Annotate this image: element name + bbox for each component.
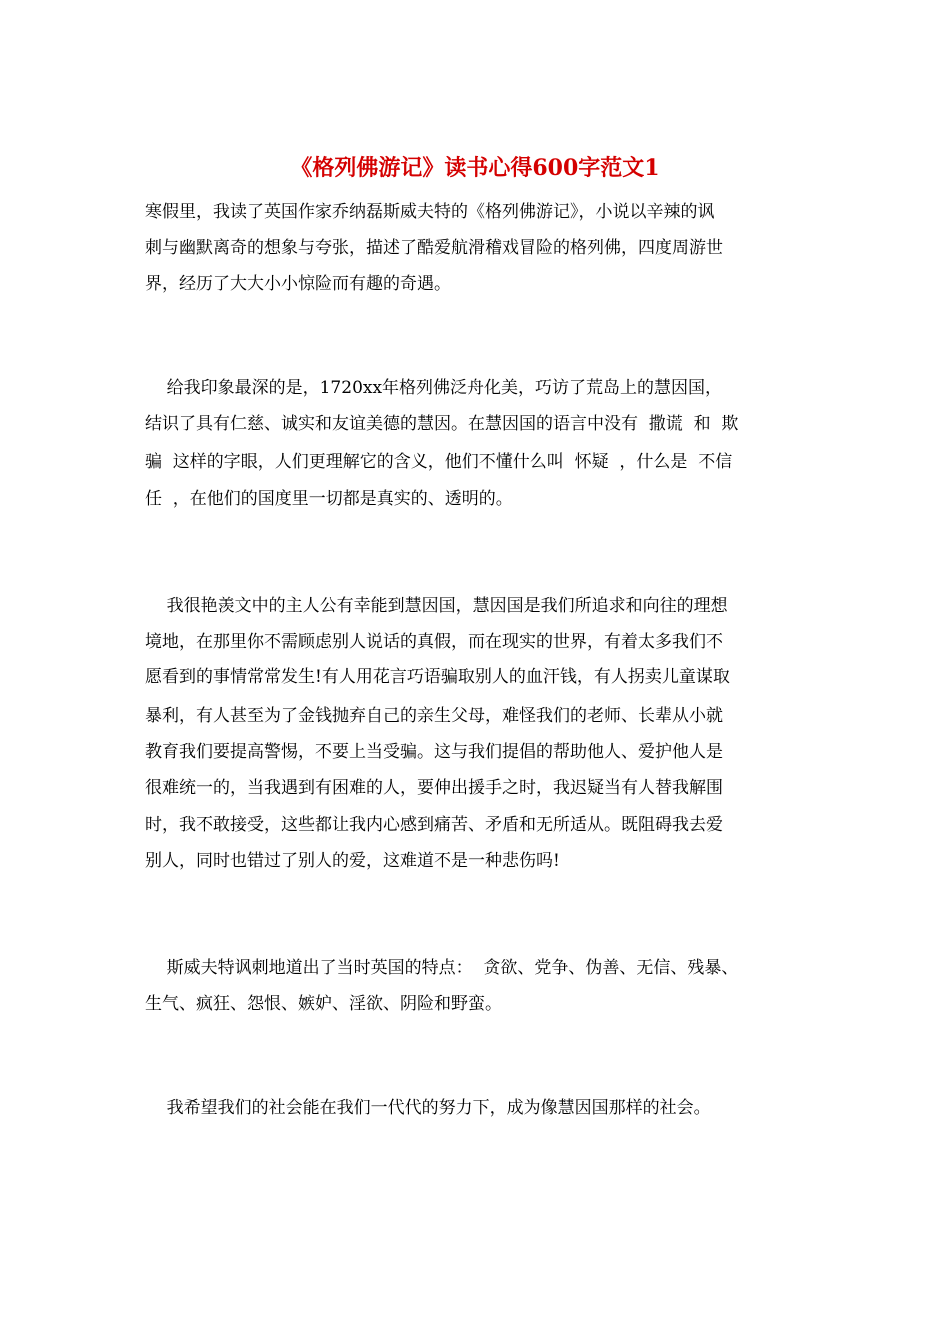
text-line: 寒假里，我读了英国作家乔纳磊斯威夫特的《格列佛游记》，小说以辛辣的讽 <box>145 202 715 222</box>
text-line: 给我印象最深的是，1720xx年格列佛泛舟化美，巧访了荒岛上的慧因国， <box>145 378 723 398</box>
text-line: 时，我不敢接受，这些都让我内心感到痛苦、矛盾和无所适从。既阻碍我去爱 <box>145 815 723 835</box>
text-line: 别人，同时也错过了别人的爱，这难道不是一种悲伤吗! <box>145 851 560 871</box>
text-line: 境地，在那里你不需顾虑别人说话的真假，而在现实的世界，有着太多我们不 <box>145 632 723 652</box>
document-title: 《格列佛游记》读书心得600字范文1 <box>290 155 660 181</box>
text-line: 我很艳羡文中的主人公有幸能到慧因国，慧因国是我们所追求和向往的理想 <box>145 596 728 616</box>
text-line: 斯威夫特讽刺地道出了当时英国的特点： 贪欲、党争、伪善、无信、残暴、 <box>145 958 739 978</box>
text-line: 暴利，有人甚至为了金钱抛弃自己的亲生父母，难怪我们的老师、长辈从小就 <box>145 706 723 726</box>
text-line: 我希望我们的社会能在我们一代代的努力下，成为像慧因国那样的社会。 <box>145 1098 711 1118</box>
text-line: 界，经历了大大小小惊险而有趣的奇遇。 <box>145 274 451 294</box>
text-line: 很难统一的，当我遇到有困难的人，要伸出援手之时，我迟疑当有人替我解围 <box>145 778 723 798</box>
text-line: 刺与幽默离奇的想象与夸张，描述了酷爱航滑稽戏冒险的格列佛，四度周游世 <box>145 238 723 258</box>
text-line: 任 ，在他们的国度里一切都是真实的、透明的。 <box>145 489 513 509</box>
text-line: 结识了具有仁慈、诚实和友谊美德的慧因。在慧因国的语言中没有 撒谎 和 欺 <box>145 414 739 434</box>
text-line: 教育我们要提高警惕，不要上当受骗。这与我们提倡的帮助他人、爱护他人是 <box>145 742 723 762</box>
text-line: 生气、疯狂、怨恨、嫉妒、淫欲、阴险和野蛮。 <box>145 994 502 1014</box>
text-line: 骗 这样的字眼，人们更理解它的含义，他们不懂什么叫 怀疑 ，什么是 不信 <box>145 452 733 472</box>
text-line: 愿看到的事情常常发生!有人用花言巧语骗取别人的血汗钱，有人拐卖儿童谋取 <box>145 667 730 687</box>
